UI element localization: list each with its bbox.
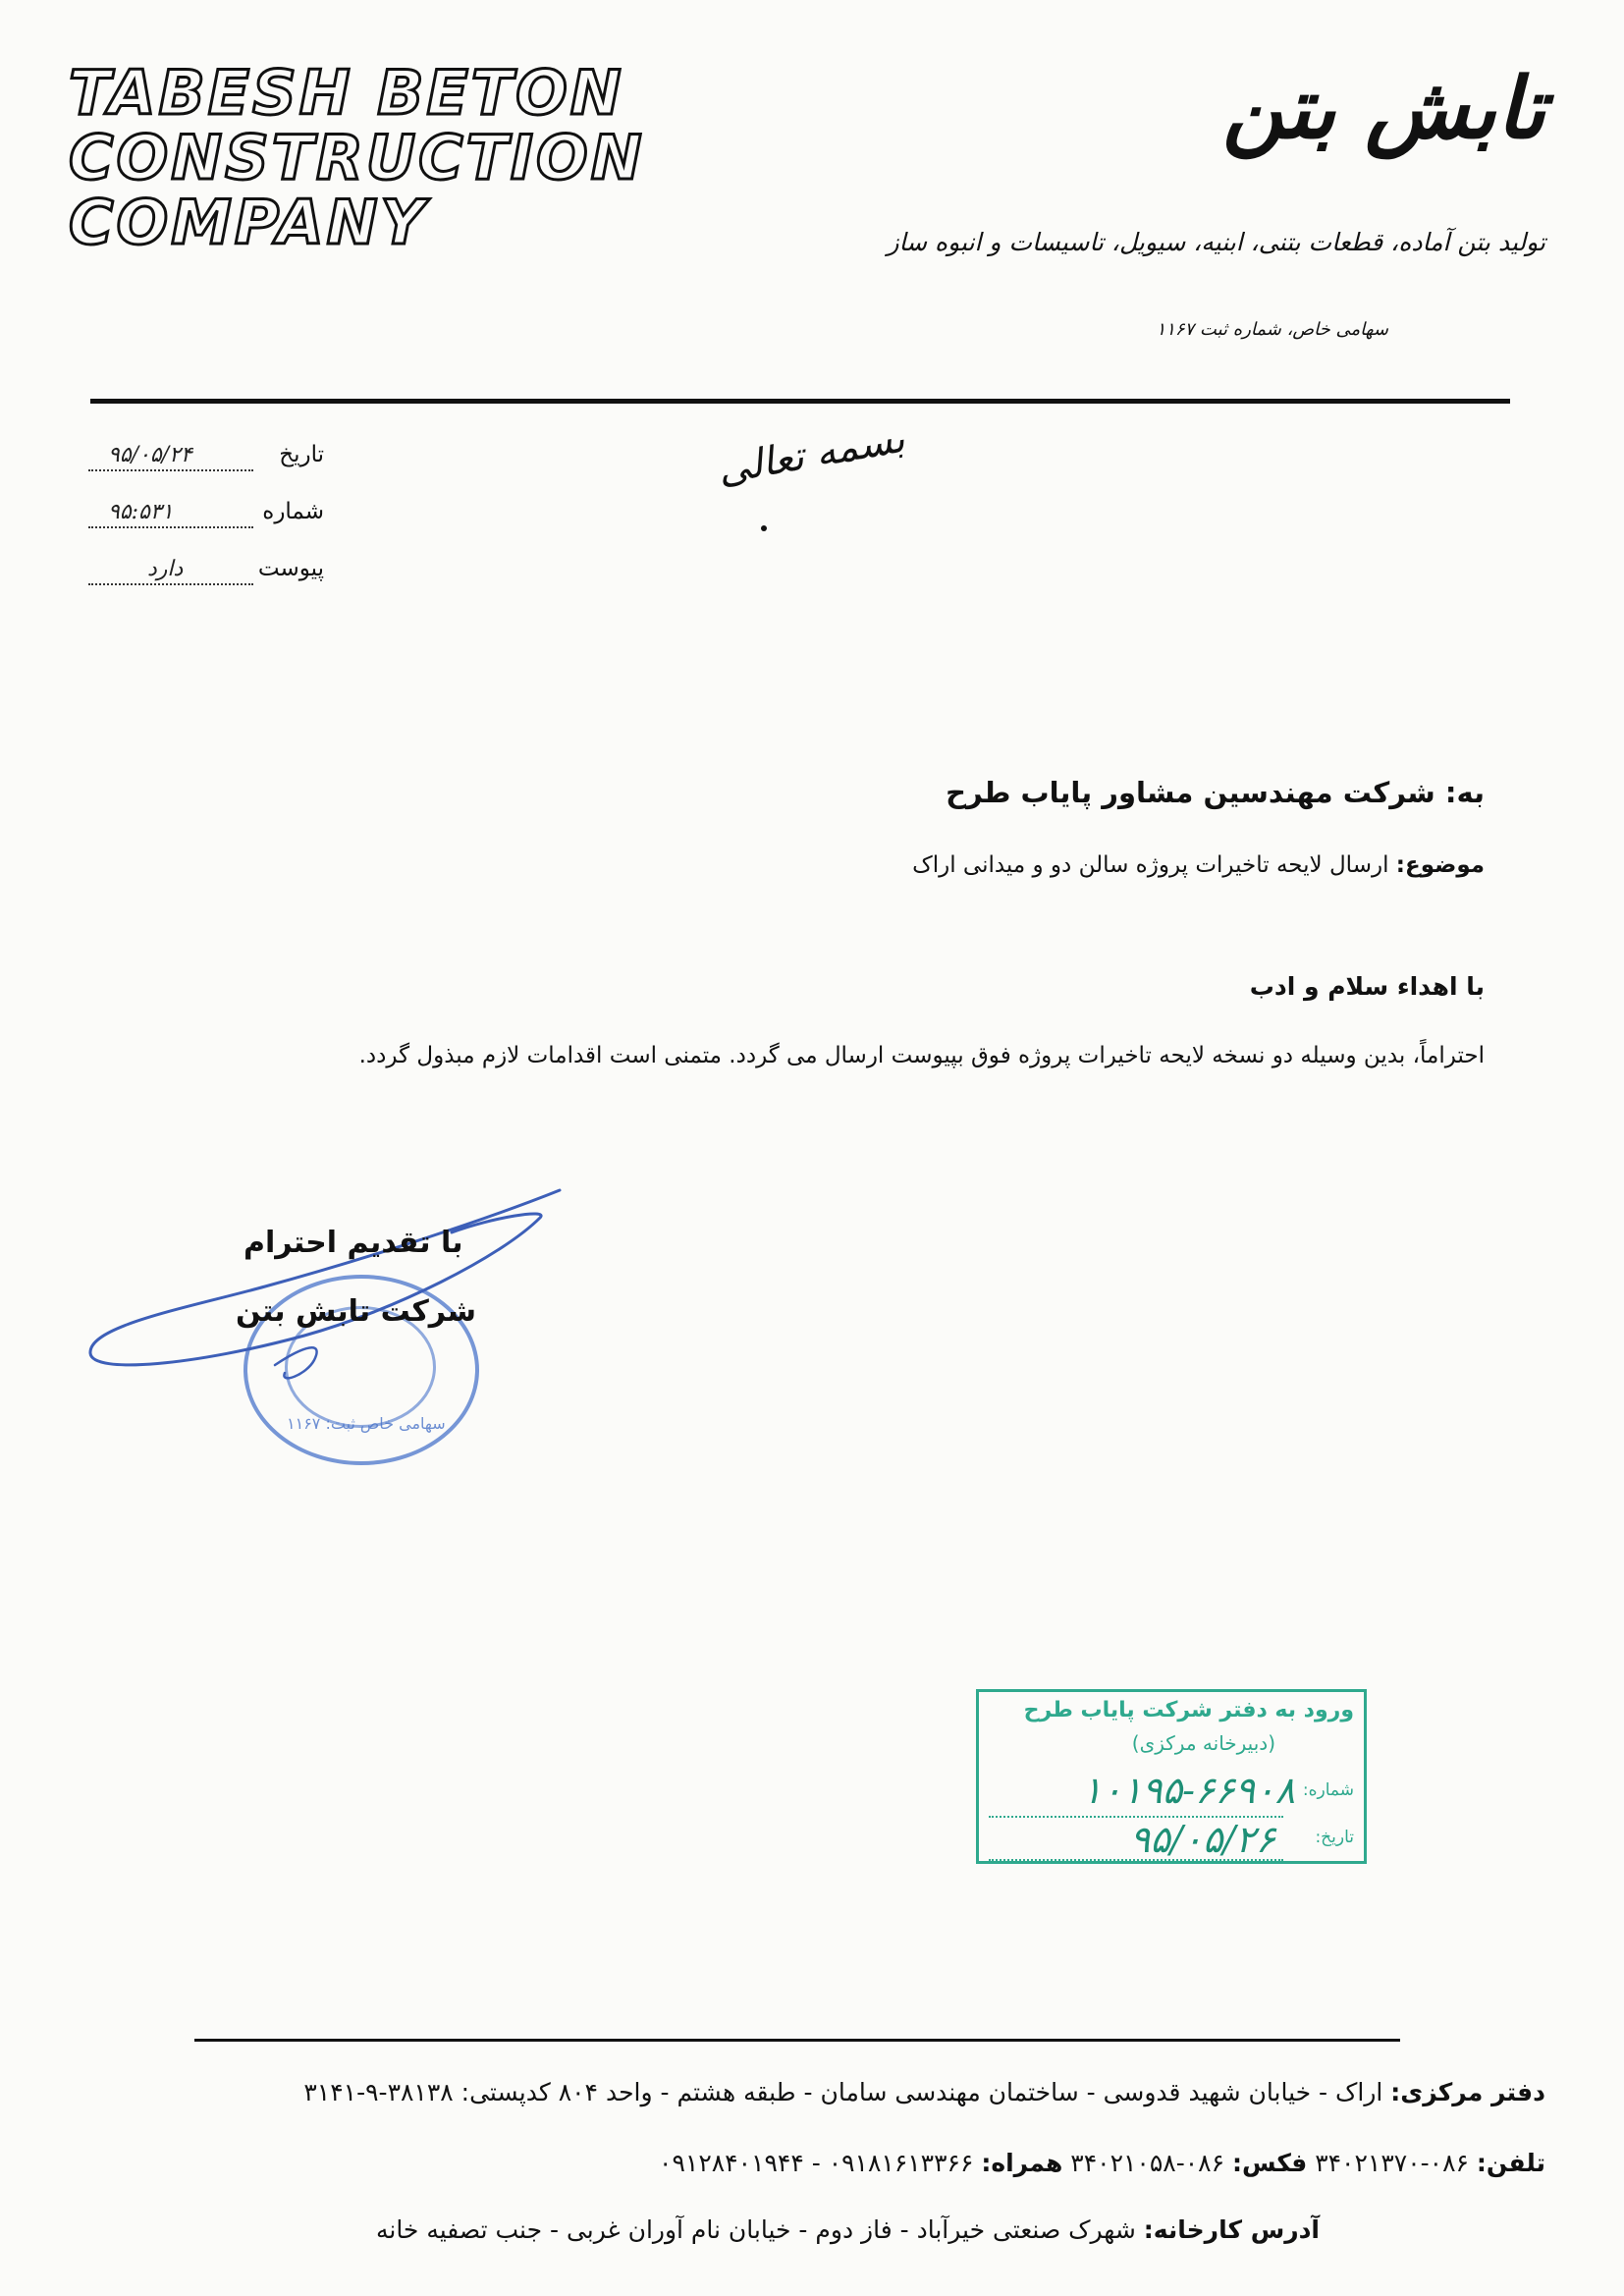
phone-text: ۰۸۶-۳۴۰۲۱۳۷۰ (1315, 2149, 1469, 2177)
number-value: ۹۵:۵۳۱ (108, 500, 174, 524)
closing-phrase: با تقدیم احترام (244, 1226, 463, 1260)
date-label: تاریخ (279, 442, 324, 467)
english-logo-line-3: COMPANY (69, 187, 428, 258)
office-text: اراک - خیابان شهید قدوسی - ساختمان مهندسی سامان - طبقه هشتم - واحد ۸۰۴ کدپستی: ۳۸۱۳۸-۹-۳۱۴۱ (303, 2078, 1383, 2106)
receipt-stamp-subtitle: (دبیرخانه مرکزی) (1131, 1731, 1275, 1755)
signatory-name: شرکت تابش بتن (236, 1294, 476, 1329)
receipt-number-label: شماره: (1302, 1780, 1354, 1800)
factory-text: شهرک صنعتی خیرآباد - فاز دوم - خیابان نام آوران غربی - جنب تصفیه خانه (375, 2215, 1136, 2244)
date-dotted-line (88, 469, 253, 471)
attachment-value: دارد (147, 557, 184, 581)
office-label: دفتر مرکزی: (1390, 2078, 1545, 2106)
subject-text: ارسال لایحه تاخیرات پروژه سالن دو و میدانی اراک (912, 852, 1389, 878)
attachment-label: پیوست (257, 556, 324, 581)
registration-info: سهامی خاص، شماره ثبت ۱۱۶۷ (1156, 319, 1388, 340)
factory-label: آدرس کارخانه: (1143, 2215, 1320, 2244)
invocation: بسمه تعالی (714, 415, 908, 494)
receipt-stamp-title: ورود به دفتر شرکت پایاب طرح (1023, 1698, 1354, 1722)
footer-contacts (659, 2149, 1545, 2177)
number-label: شماره (262, 499, 324, 524)
receipt-number-value: ۱۰۱۹۵-۶۶۹۰۸ (1082, 1769, 1295, 1812)
receipt-date-value: ۹۵/۰۵/۲۶ (1129, 1818, 1275, 1861)
invocation-dot (761, 525, 767, 531)
subject-line (912, 852, 1485, 878)
fax-label: فکس: (1232, 2149, 1308, 2177)
date-field (88, 438, 324, 477)
fax-text: ۰۸۶-۳۴۰۲۱۰۵۸ (1070, 2149, 1225, 2177)
letter-body: احتراماً، بدین وسیله دو نسخه لایحه تاخیرات پروژه فوق بپیوست ارسال می گردد. متمنی است اقدامات لازم مبذول گردد. (358, 1043, 1485, 1068)
english-logo-line-2: CONSTRUCTION (69, 122, 645, 193)
footer-factory-address (376, 2215, 1320, 2244)
signature (79, 1178, 569, 1394)
greeting: با اهداء سلام و ادب (1249, 972, 1485, 1001)
footer-divider (194, 2039, 1400, 2042)
english-company-logo (69, 57, 736, 258)
recipient: به: شرکت مهندسین مشاور پایاب طرح (946, 776, 1485, 809)
mobile-label: همراه: (981, 2149, 1063, 2177)
receipt-date-line (989, 1859, 1283, 1861)
persian-company-logo: تابش بتن (1221, 59, 1545, 158)
attachment-dotted-line (88, 583, 253, 585)
number-dotted-line (88, 526, 253, 528)
company-tagline: تولید بتن آماده، قطعات بتنی، ابنیه، سیویل، تاسیسات و انبوه ساز (887, 228, 1545, 256)
footer-office-address (303, 2078, 1545, 2106)
date-value: ۹۵/۰۵/۲۴ (108, 443, 192, 467)
mobile-text: ۰۹۱۸۱۶۱۳۳۶۶ - ۰۹۱۲۸۴۰۱۹۴۴ (659, 2149, 974, 2177)
company-stamp-text: سهامی خاص ثبت: ۱۱۶۷ (287, 1414, 446, 1433)
receipt-stamp (976, 1689, 1367, 1864)
number-field (88, 495, 324, 534)
receipt-date-label: تاریخ: (1315, 1828, 1354, 1847)
phone-label: تلفن: (1476, 2149, 1545, 2177)
header-divider (90, 399, 1510, 404)
attachment-field (88, 552, 324, 591)
english-logo-line-1: TABESH BETON (69, 57, 624, 129)
subject-label: موضوع: (1395, 852, 1485, 878)
